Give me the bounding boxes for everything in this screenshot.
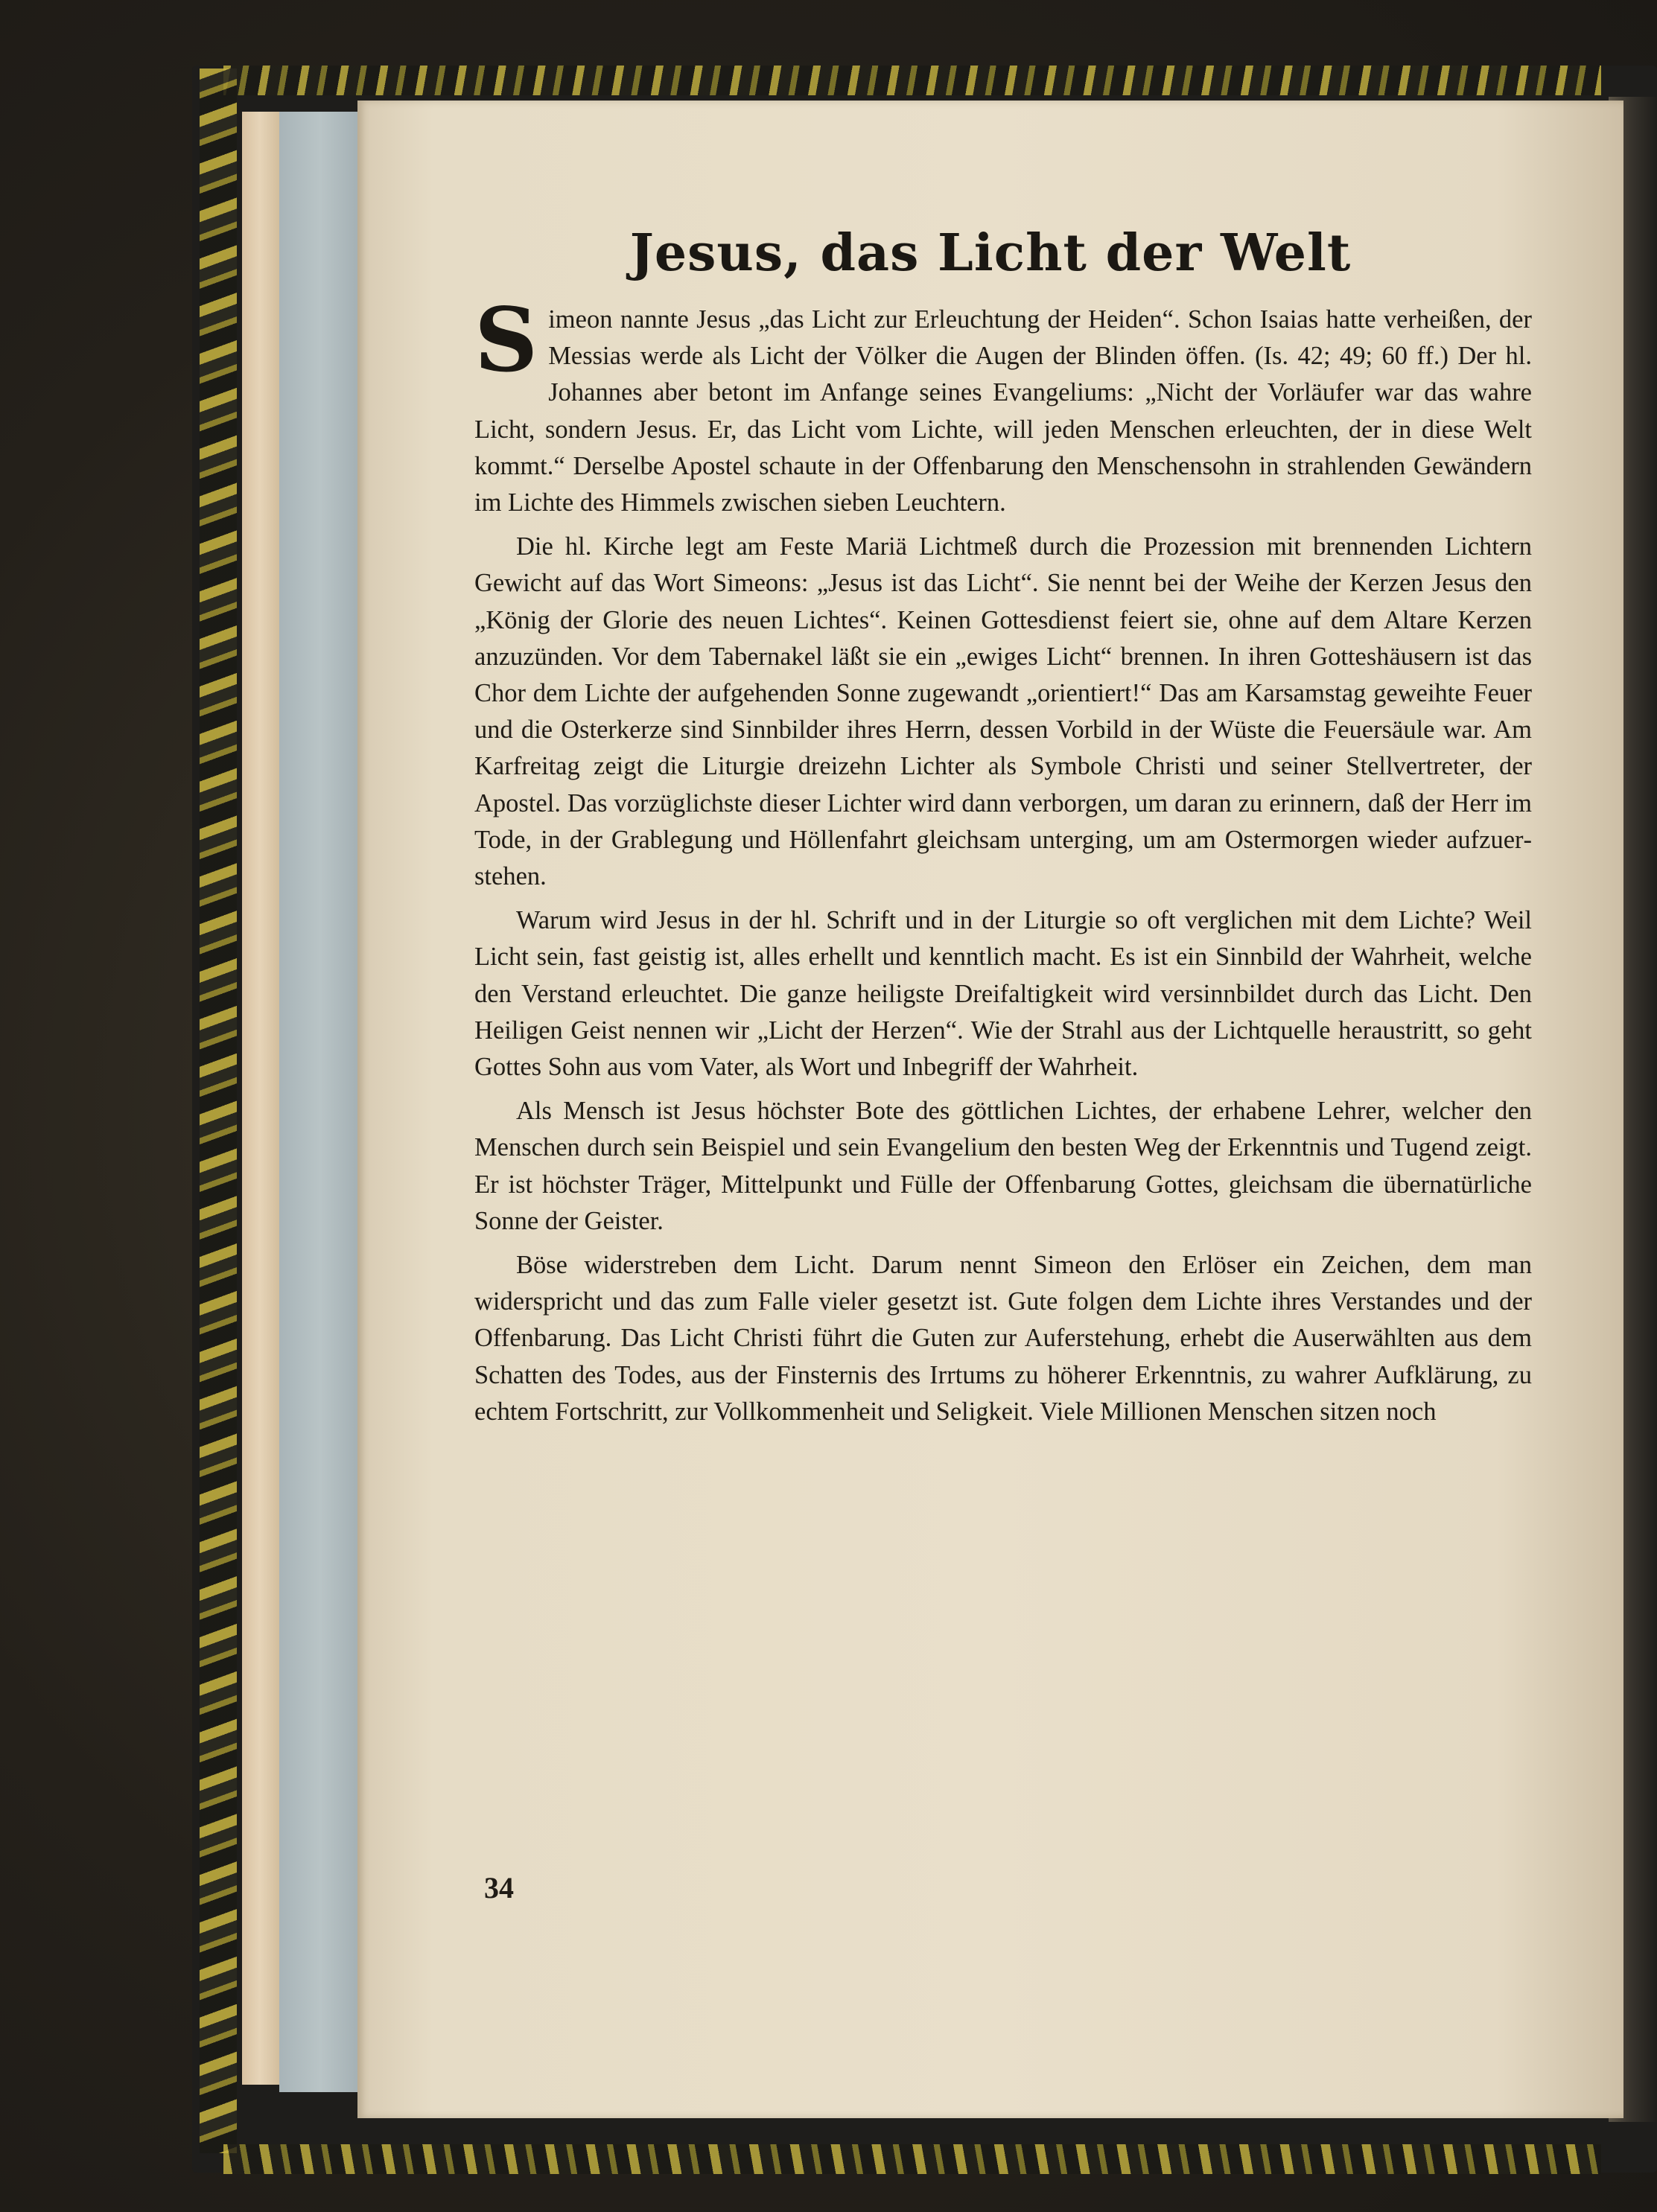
- marbled-edge-top: [223, 66, 1601, 95]
- marbled-edge-left: [200, 68, 237, 2153]
- paragraph-5: Böse widerstreben dem Licht. Darum nennt Simeon den Erlöser ein Zeichen, dem man widerspricht und das zum Falle vieler gesetzt ist. Gute folgen dem Lichte ihres Verstandes und der Offenbarung. Das Licht Christi führt die Guten zur Auferstehung, erhebt die Auserwählten aus dem Schatten des Todes, aus der Finsternis des Irrtums zu höherer Erkenntnis, zu wahrer Aufklärung, zu echtem Fortschritt, zur Vollkommenheit und Seligkeit. Viele Millionen Menschen sitzen noch: [474, 1251, 1532, 1426]
- marbled-edge-bottom: [223, 2144, 1601, 2174]
- paragraph-3: Warum wird Jesus in der hl. Schrift und in der Liturgie so oft verglichen mit dem Lichte? Weil Licht sein, fast geistig ist, alles erhellt und kenntlich macht. Es ist ein Sinnbild der Wahrheit, welche den Verstand erleuchtet. Die ganze heiligste Dreifaltigkeit wird versinnbildet durch das Licht. Den Heiligen Geist nennen wir „Licht der Herzen“. Wie der Strahl aus der Lichtquelle heraustritt, so geht Gottes Sohn aus vom Vater, als Wort und Inbegriff der Wahrheit.: [474, 906, 1532, 1082]
- paragraph-1-text: imeon nannte Jesus „das Licht zur Erleuchtung der Heiden“. Schon Isaias hatte verheißen, der Messias werde als Licht der Völker die Augen der Blinden öffen. (Is. 42; 49; 60 ff.) Der hl. Johannes aber betont im Anfange seines Evangeliums: „Nicht der Vorläufer war das wahre Licht, sondern Jesus. Er, das Licht vom Lichte, will jeden Menschen erleuchten, der in diese Welt kommt.“ Derselbe Apostel schaute in der Offenbarung den Menschensohn in strahlenden Gewändern im Lichte des Himmels zwischen sieben Leuchtern.: [474, 305, 1532, 517]
- paragraph-1: [474, 288, 1532, 521]
- page-title: Jesus, das Licht der Welt: [629, 223, 1352, 283]
- endpaper-sheet: [279, 112, 361, 2092]
- paragraph-4: Als Mensch ist Jesus höchster Bote des göttlichen Lichtes, der erhabene Lehrer, welcher den Menschen durch sein Beispiel und sein Evangelium den besten Weg der Erkenntnis und Tugend zeigt. Er ist höchster Träger, Mittelpunkt und Fülle der Offenbarung Gottes, gleichsam die übernatürliche Sonne der Geister.: [474, 1097, 1532, 1235]
- drop-cap: S: [474, 288, 538, 392]
- page-number: 34: [484, 1871, 514, 1905]
- paragraph-2: Die hl. Kirche legt am Feste Mariä Lichtmeß durch die Prozession mit brennenden Lichtern Gewicht auf das Wort Simeons: „Jesus ist das Licht“. Sie nennt bei der Weihe der Kerzen Jesus den „König der Glorie des neuen Lichtes“. Keinen Gottesdienst feiert sie, ohne auf dem Altare Kerzen anzuzünden. Vor dem Tabernakel läßt sie ein „ewiges Licht“ brennen. In ihren Gotteshäusern ist das Chor dem Lichte der aufgehenden Sonne zugewandt „orientiert!“ Das am Karsamstag geweihte Feuer und die Osterkerze sind Sinnbilder ihres Herrn, dessen Vorbild in der Wüste die Feuersäule war. Am Karfreitag zeigt die Liturgie dreizehn Lichter als Symbole Christi und seiner Stellvertreter, der Apostel. Das vorzüglichste dieser Lichter wird dann verborgen, um daran zu erinnern, daß der Herr im Tode, in der Grablegung und Höllenfahrt gleichsam unterging, um am Ostermorgen wieder aufzuerstehen.: [474, 532, 1532, 891]
- body-text: [474, 288, 1532, 1438]
